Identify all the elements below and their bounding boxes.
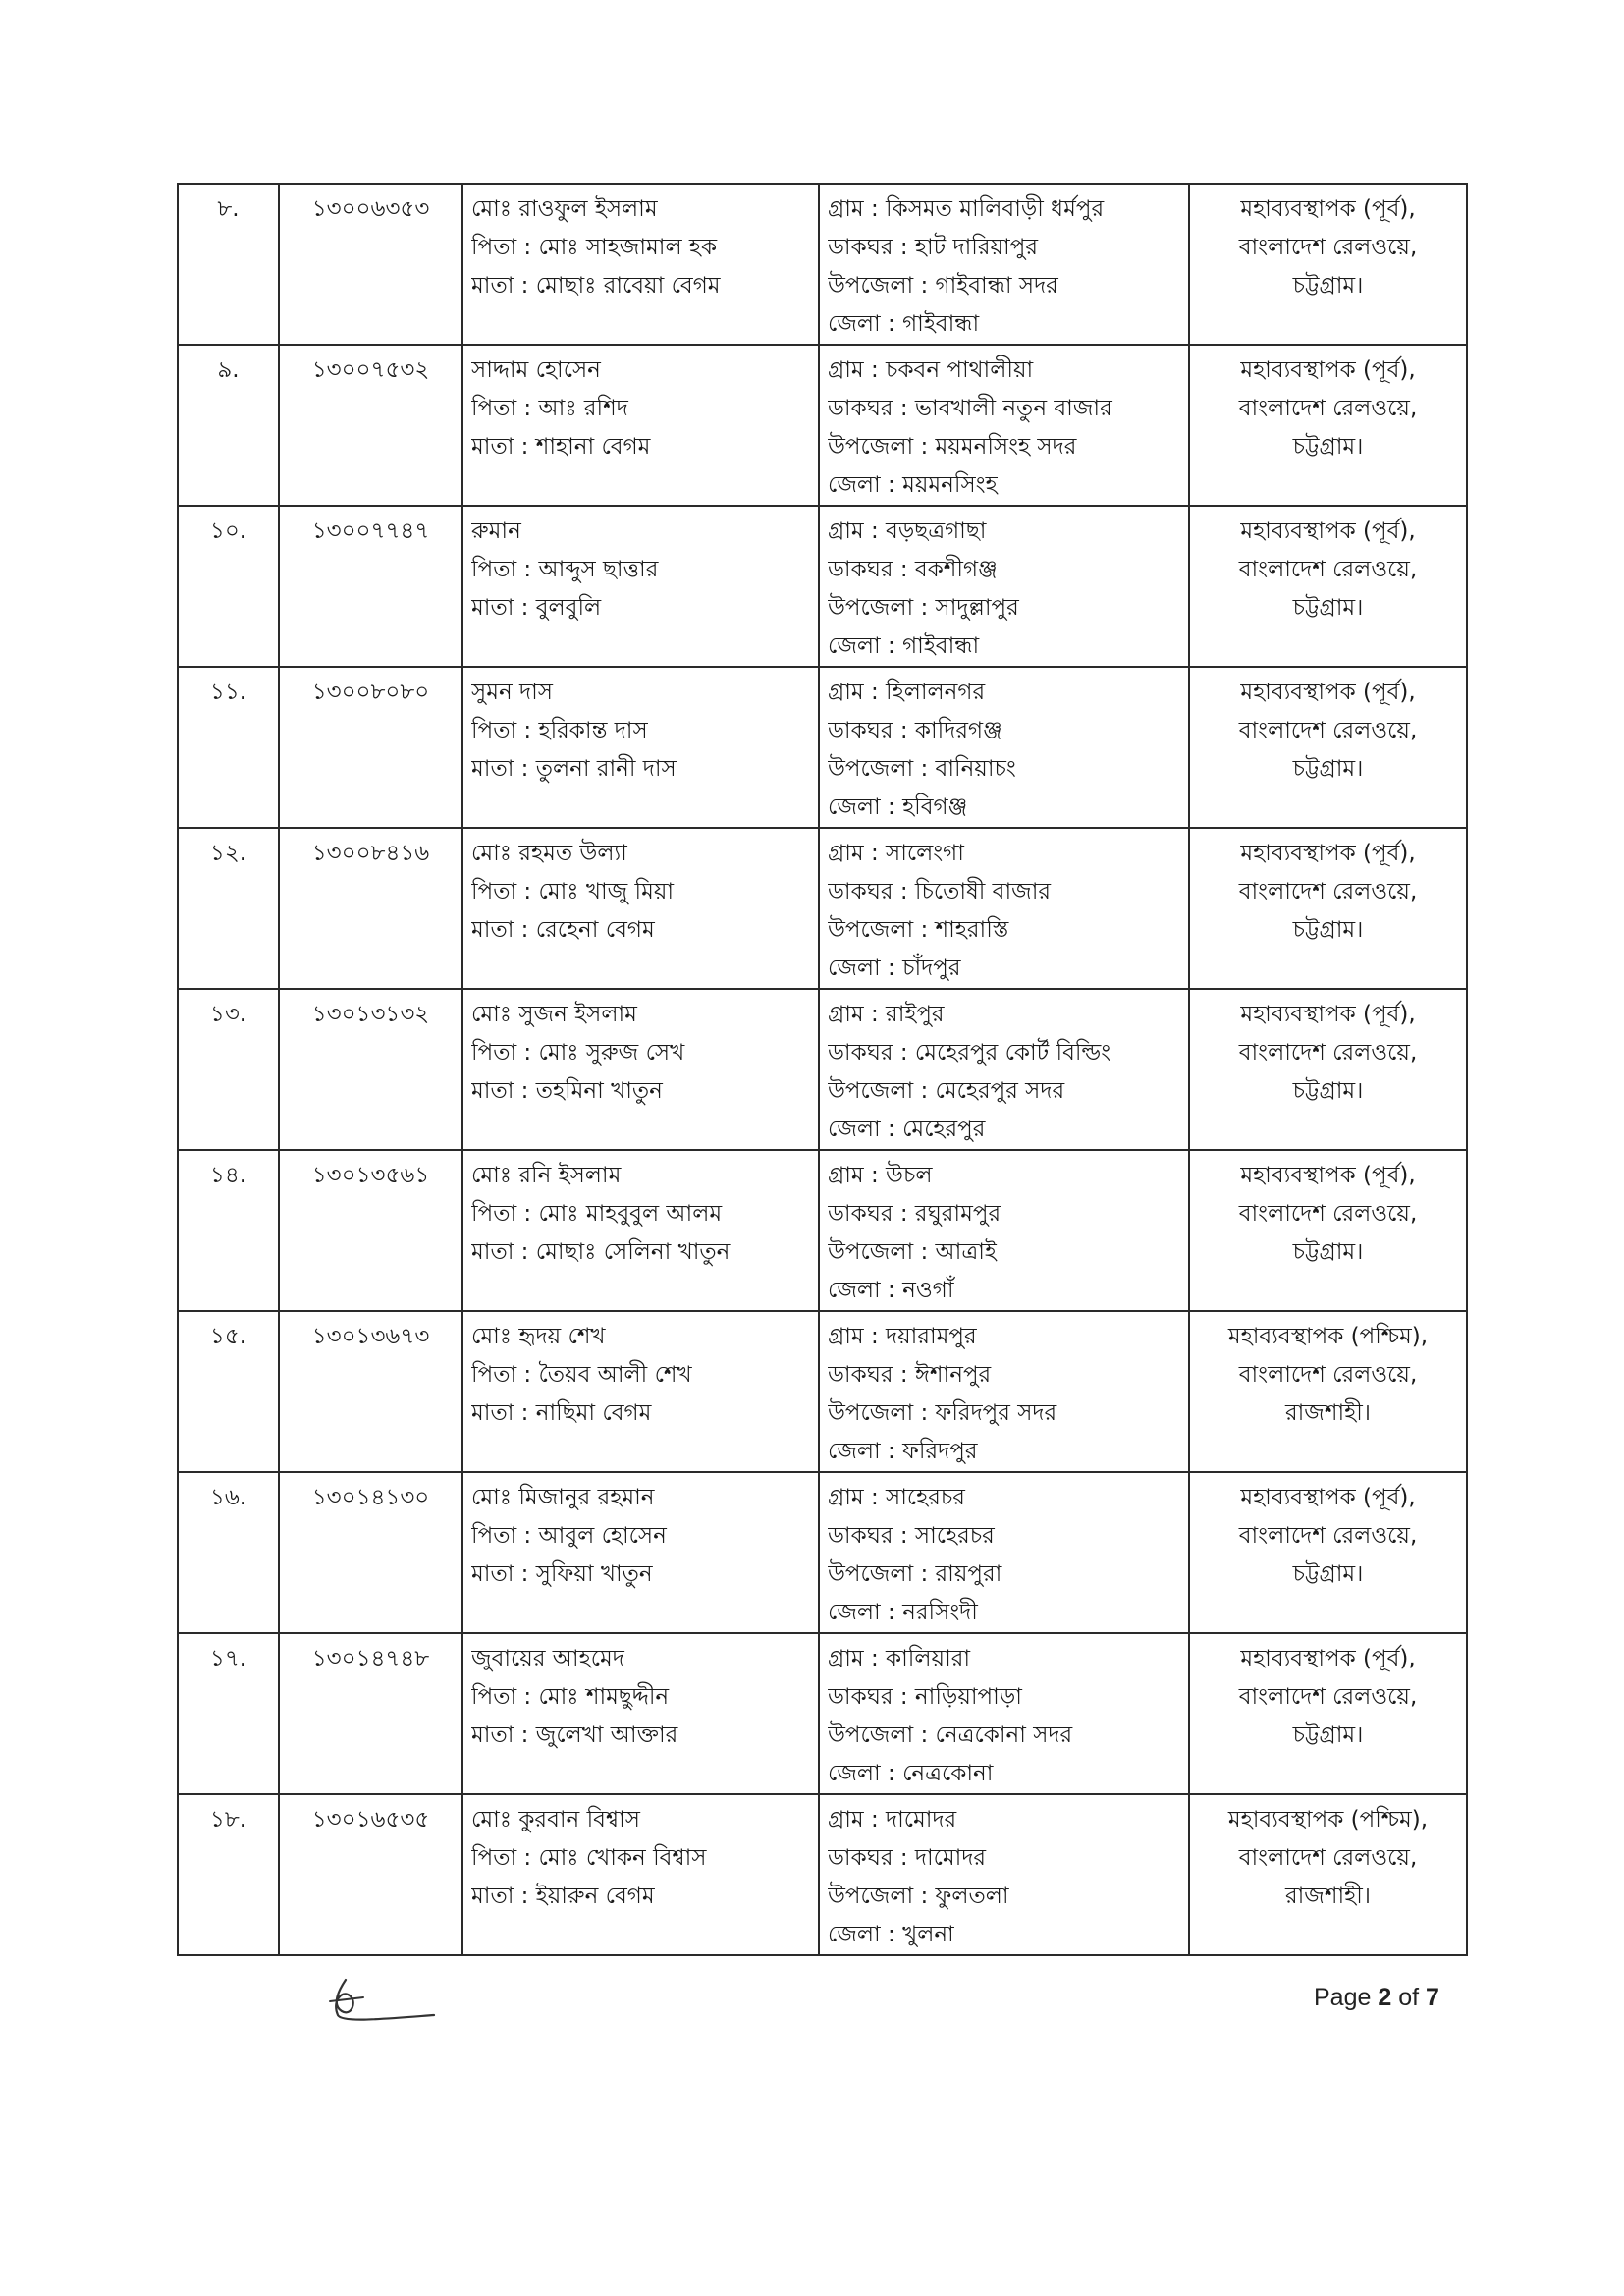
posting-office: মহাব্যবস্থাপক (পূর্ব), (1240, 680, 1416, 705)
posting-cell (1189, 1633, 1467, 1794)
serial-cell (178, 989, 279, 1150)
candidate-cell (462, 667, 819, 828)
roll-cell (279, 989, 462, 1150)
village: গ্রাম : দয়ারামপুর (828, 1324, 977, 1349)
mother-name: মাতা : সুফিয়া খাতুন (471, 1561, 653, 1587)
district: জেলা : গাইবান্ধা (828, 311, 980, 337)
roll-number: ১৩০১৩৫৬১ (311, 1163, 430, 1188)
address-cell (819, 184, 1189, 345)
village: গ্রাম : হিলালনগর (828, 680, 986, 705)
posting-org: বাংলাদেশ রেলওয়ে, (1238, 1362, 1418, 1388)
district: জেলা : খুলনা (828, 1922, 954, 1947)
village: গ্রাম : সালেংগা (828, 841, 964, 866)
table-row (178, 828, 1467, 989)
mother-name: মাতা : বুলবুলি (471, 595, 602, 621)
village: গ্রাম : চকবন পাথালীয়া (828, 357, 1034, 383)
father-name: পিতা : মোঃ সাহজামাল হক (471, 235, 718, 260)
post-office: ডাকঘর : ঈশানপুর (828, 1362, 992, 1388)
address-cell (819, 345, 1189, 506)
posting-org: বাংলাদেশ রেলওয়ে, (1238, 718, 1418, 743)
posting-city: রাজশাহী। (1284, 1884, 1372, 1909)
post-office: ডাকঘর : মেহেরপুর কোর্ট বিল্ডিং (828, 1040, 1111, 1066)
candidate-cell (462, 828, 819, 989)
roll-cell (279, 1472, 462, 1633)
roll-number: ১৩০০৮০৮০ (311, 680, 430, 705)
village: গ্রাম : কালিয়ারা (828, 1646, 971, 1671)
post-office: ডাকঘর : হাট দারিয়াপুর (828, 235, 1038, 260)
roll-cell (279, 184, 462, 345)
post-office: ডাকঘর : নাড়িয়াপাড়া (828, 1684, 1022, 1710)
posting-office: মহাব্যবস্থাপক (পূর্ব), (1240, 1163, 1416, 1188)
district: জেলা : মেহেরপুর (828, 1117, 986, 1142)
father-name: পিতা : আব্দুস ছাত্তার (471, 557, 659, 582)
address-cell (819, 1311, 1189, 1472)
posting-office: মহাব্যবস্থাপক (পূর্ব), (1240, 357, 1416, 383)
roll-number: ১৩০০৬৩৫৩ (311, 196, 430, 222)
candidate-name: জুবায়ের আহমেদ (471, 1646, 624, 1671)
table-row (178, 1472, 1467, 1633)
serial-number: ৯. (217, 357, 240, 383)
upazila: উপজেলা : ময়মনসিংহ সদর (828, 434, 1077, 460)
posting-office: মহাব্যবস্থাপক (পশ্চিম), (1227, 1324, 1429, 1349)
mother-name: মাতা : তুলনা রানী দাস (471, 756, 677, 782)
posting-city: চট্টগ্রাম। (1292, 434, 1364, 460)
serial-number: ১০. (209, 519, 247, 544)
candidate-cell (462, 989, 819, 1150)
upazila: উপজেলা : নেত্রকোনা সদর (828, 1722, 1073, 1748)
candidate-cell (462, 1150, 819, 1311)
serial-number: ৮. (217, 196, 240, 222)
roll-number: ১৩০১৩৬৭৩ (311, 1324, 430, 1349)
posting-city: চট্টগ্রাম। (1292, 1722, 1364, 1748)
post-office: ডাকঘর : চিতোষী বাজার (828, 879, 1052, 904)
posting-cell (1189, 989, 1467, 1150)
address-cell (819, 1794, 1189, 1955)
serial-number: ১১. (209, 680, 247, 705)
posting-city: চট্টগ্রাম। (1292, 1078, 1364, 1104)
posting-office: মহাব্যবস্থাপক (পূর্ব), (1240, 1485, 1416, 1510)
mother-name: মাতা : নাছিমা বেগম (471, 1400, 652, 1426)
mother-name: মাতা : তহমিনা খাতুন (471, 1078, 663, 1104)
candidate-cell (462, 1472, 819, 1633)
district: জেলা : ফরিদপুর (828, 1439, 978, 1464)
serial-cell (178, 1633, 279, 1794)
posting-org: বাংলাদেশ রেলওয়ে, (1238, 557, 1418, 582)
candidate-name: মোঃ রাওফুল ইসলাম (471, 196, 658, 222)
candidate-name: সাদ্দাম হোসেন (471, 357, 601, 383)
roll-number: ১৩০১৪১৩০ (311, 1485, 430, 1510)
candidate-name: সুমন দাস (471, 680, 553, 705)
candidate-name: মোঃ রনি ইসলাম (471, 1163, 622, 1188)
posting-cell (1189, 184, 1467, 345)
candidate-cell (462, 1633, 819, 1794)
district: জেলা : নওগাঁ (828, 1278, 954, 1303)
father-name: পিতা : মোঃ শামছুদ্দীন (471, 1684, 670, 1710)
serial-cell (178, 1794, 279, 1955)
posting-city: রাজশাহী। (1284, 1400, 1372, 1426)
post-office: ডাকঘর : রঘুরামপুর (828, 1201, 1001, 1227)
posting-cell (1189, 1311, 1467, 1472)
address-cell (819, 1633, 1189, 1794)
candidate-name: মোঃ হৃদয় শেখ (471, 1324, 606, 1349)
candidate-name: মোঃ সুজন ইসলাম (471, 1002, 637, 1027)
posting-cell (1189, 345, 1467, 506)
signature-mark (324, 1972, 442, 2031)
posting-org: বাংলাদেশ রেলওয়ে, (1238, 1201, 1418, 1227)
mother-name: মাতা : শাহানা বেগম (471, 434, 651, 460)
address-cell (819, 1472, 1189, 1633)
posting-city: চট্টগ্রাম। (1292, 273, 1364, 299)
serial-number: ১৪. (209, 1163, 247, 1188)
posting-cell (1189, 667, 1467, 828)
serial-cell (178, 345, 279, 506)
village: গ্রাম : রাইপুর (828, 1002, 945, 1027)
candidate-name: রুমান (471, 519, 521, 544)
serial-cell (178, 1472, 279, 1633)
roll-cell (279, 667, 462, 828)
posting-city: চট্টগ্রাম। (1292, 1561, 1364, 1587)
upazila: উপজেলা : ফরিদপুর সদর (828, 1400, 1057, 1426)
roll-cell (279, 1794, 462, 1955)
roll-number: ১৩০১৩১৩২ (311, 1002, 430, 1027)
address-cell (819, 989, 1189, 1150)
posting-cell (1189, 1472, 1467, 1633)
table-row (178, 1633, 1467, 1794)
posting-city: চট্টগ্রাম। (1292, 917, 1364, 943)
posting-org: বাংলাদেশ রেলওয়ে, (1238, 1684, 1418, 1710)
mother-name: মাতা : ইয়ারুন বেগম (471, 1884, 655, 1909)
table-row (178, 1311, 1467, 1472)
posting-city: চট্টগ্রাম। (1292, 595, 1364, 621)
upazila: উপজেলা : গাইবান্ধা সদর (828, 273, 1058, 299)
page-number: 2 (1378, 1984, 1392, 2011)
village: গ্রাম : সাহেরচর (828, 1485, 965, 1510)
posting-city: চট্টগ্রাম। (1292, 756, 1364, 782)
posting-cell (1189, 506, 1467, 667)
roll-cell (279, 1311, 462, 1472)
table-row (178, 989, 1467, 1150)
roll-cell (279, 1150, 462, 1311)
village: গ্রাম : বড়ছত্রগাছা (828, 519, 987, 544)
district: জেলা : গাইবান্ধা (828, 633, 980, 659)
district: জেলা : ময়মনসিংহ (828, 472, 998, 498)
serial-cell (178, 506, 279, 667)
father-name: পিতা : মোঃ মাহবুবুল আলম (471, 1201, 723, 1227)
candidate-cell (462, 345, 819, 506)
serial-cell (178, 1311, 279, 1472)
post-office: ডাকঘর : ভাবখালী নতুন বাজার (828, 396, 1112, 421)
mother-name: মাতা : মোছাঃ সেলিনা খাতুন (471, 1239, 731, 1265)
serial-number: ১৮. (209, 1807, 247, 1832)
father-name: পিতা : মোঃ খোকন বিশ্বাস (471, 1845, 707, 1871)
appointment-table (177, 183, 1468, 1956)
mother-name: মাতা : মোছাঃ রাবেয়া বেগম (471, 273, 721, 299)
posting-office: মহাব্যবস্থাপক (পূর্ব), (1240, 519, 1416, 544)
serial-cell (178, 184, 279, 345)
serial-number: ১৭. (209, 1646, 247, 1671)
serial-cell (178, 828, 279, 989)
page-label: Page (1314, 1984, 1372, 2011)
upazila: উপজেলা : আত্রাই (828, 1239, 997, 1265)
roll-cell (279, 506, 462, 667)
roll-cell (279, 828, 462, 989)
posting-office: মহাব্যবস্থাপক (পশ্চিম), (1227, 1807, 1429, 1832)
posting-city: চট্টগ্রাম। (1292, 1239, 1364, 1265)
post-office: ডাকঘর : দামোদর (828, 1845, 987, 1871)
serial-number: ১২. (209, 841, 247, 866)
posting-org: বাংলাদেশ রেলওয়ে, (1238, 235, 1418, 260)
candidate-name: মোঃ কুরবান বিশ্বাস (471, 1807, 640, 1832)
posting-cell (1189, 1794, 1467, 1955)
district: জেলা : হবিগঞ্জ (828, 794, 968, 820)
upazila: উপজেলা : রায়পুরা (828, 1561, 1002, 1587)
posting-office: মহাব্যবস্থাপক (পূর্ব), (1240, 1002, 1416, 1027)
page-footer (1314, 1984, 1439, 2012)
table-row (178, 184, 1467, 345)
posting-org: বাংলাদেশ রেলওয়ে, (1238, 879, 1418, 904)
candidate-cell (462, 184, 819, 345)
posting-cell (1189, 1150, 1467, 1311)
of-label: of (1398, 1984, 1420, 2011)
serial-number: ১৬. (209, 1485, 247, 1510)
roll-cell (279, 1633, 462, 1794)
village: গ্রাম : উচল (828, 1163, 933, 1188)
candidate-cell (462, 1794, 819, 1955)
address-cell (819, 1150, 1189, 1311)
address-cell (819, 506, 1189, 667)
upazila: উপজেলা : ফুলতলা (828, 1884, 1009, 1909)
district: জেলা : নরসিংদী (828, 1600, 978, 1625)
posting-org: বাংলাদেশ রেলওয়ে, (1238, 1845, 1418, 1871)
candidate-cell (462, 506, 819, 667)
village: গ্রাম : দামোদর (828, 1807, 957, 1832)
posting-org: বাংলাদেশ রেলওয়ে, (1238, 1523, 1418, 1549)
post-office: ডাকঘর : সাহেরচর (828, 1523, 995, 1549)
village: গ্রাম : কিসমত মালিবাড়ী ধর্মপুর (828, 196, 1105, 222)
serial-cell (178, 667, 279, 828)
posting-office: মহাব্যবস্থাপক (পূর্ব), (1240, 841, 1416, 866)
table-row (178, 506, 1467, 667)
table-row (178, 1794, 1467, 1955)
serial-number: ১৩. (209, 1002, 247, 1027)
father-name: পিতা : হরিকান্ত দাস (471, 718, 648, 743)
upazila: উপজেলা : মেহেরপুর সদর (828, 1078, 1065, 1104)
upazila: উপজেলা : বানিয়াচং (828, 756, 1016, 782)
roll-number: ১৩০১৪৭৪৮ (311, 1646, 430, 1671)
post-office: ডাকঘর : বকশীগঞ্জ (828, 557, 998, 582)
mother-name: মাতা : জুলেখা আক্তার (471, 1722, 678, 1748)
father-name: পিতা : আবুল হোসেন (471, 1523, 667, 1549)
posting-office: মহাব্যবস্থাপক (পূর্ব), (1240, 196, 1416, 222)
table-row (178, 667, 1467, 828)
address-cell (819, 667, 1189, 828)
candidate-cell (462, 1311, 819, 1472)
posting-org: বাংলাদেশ রেলওয়ে, (1238, 1040, 1418, 1066)
roll-number: ১৩০০৭৭৪৭ (311, 519, 430, 544)
table-body (178, 184, 1467, 1955)
post-office: ডাকঘর : কাদিরগঞ্জ (828, 718, 1002, 743)
serial-cell (178, 1150, 279, 1311)
father-name: পিতা : মোঃ খাজু মিয়া (471, 879, 675, 904)
candidate-name: মোঃ রহমত উল্যা (471, 841, 627, 866)
roll-cell (279, 345, 462, 506)
district: জেলা : চাঁদপুর (828, 956, 961, 981)
serial-number: ১৫. (209, 1324, 247, 1349)
total-pages: 7 (1426, 1984, 1439, 2011)
roll-number: ১৩০০৭৫৩২ (311, 357, 430, 383)
table-row (178, 1150, 1467, 1311)
father-name: পিতা : আঃ রশিদ (471, 396, 628, 421)
upazila: উপজেলা : শাহরাস্তি (828, 917, 1009, 943)
father-name: পিতা : তৈয়ব আলী শেখ (471, 1362, 692, 1388)
posting-cell (1189, 828, 1467, 989)
roll-number: ১৩০০৮৪১৬ (311, 841, 430, 866)
father-name: পিতা : মোঃ সুরুজ সেখ (471, 1040, 685, 1066)
mother-name: মাতা : রেহেনা বেগম (471, 917, 655, 943)
upazila: উপজেলা : সাদুল্লাপুর (828, 595, 1019, 621)
posting-org: বাংলাদেশ রেলওয়ে, (1238, 396, 1418, 421)
district: জেলা : নেত্রকোনা (828, 1761, 994, 1786)
table-row (178, 345, 1467, 506)
candidate-name: মোঃ মিজানুর রহমান (471, 1485, 655, 1510)
address-cell (819, 828, 1189, 989)
roll-number: ১৩০১৬৫৩৫ (311, 1807, 430, 1832)
posting-office: মহাব্যবস্থাপক (পূর্ব), (1240, 1646, 1416, 1671)
